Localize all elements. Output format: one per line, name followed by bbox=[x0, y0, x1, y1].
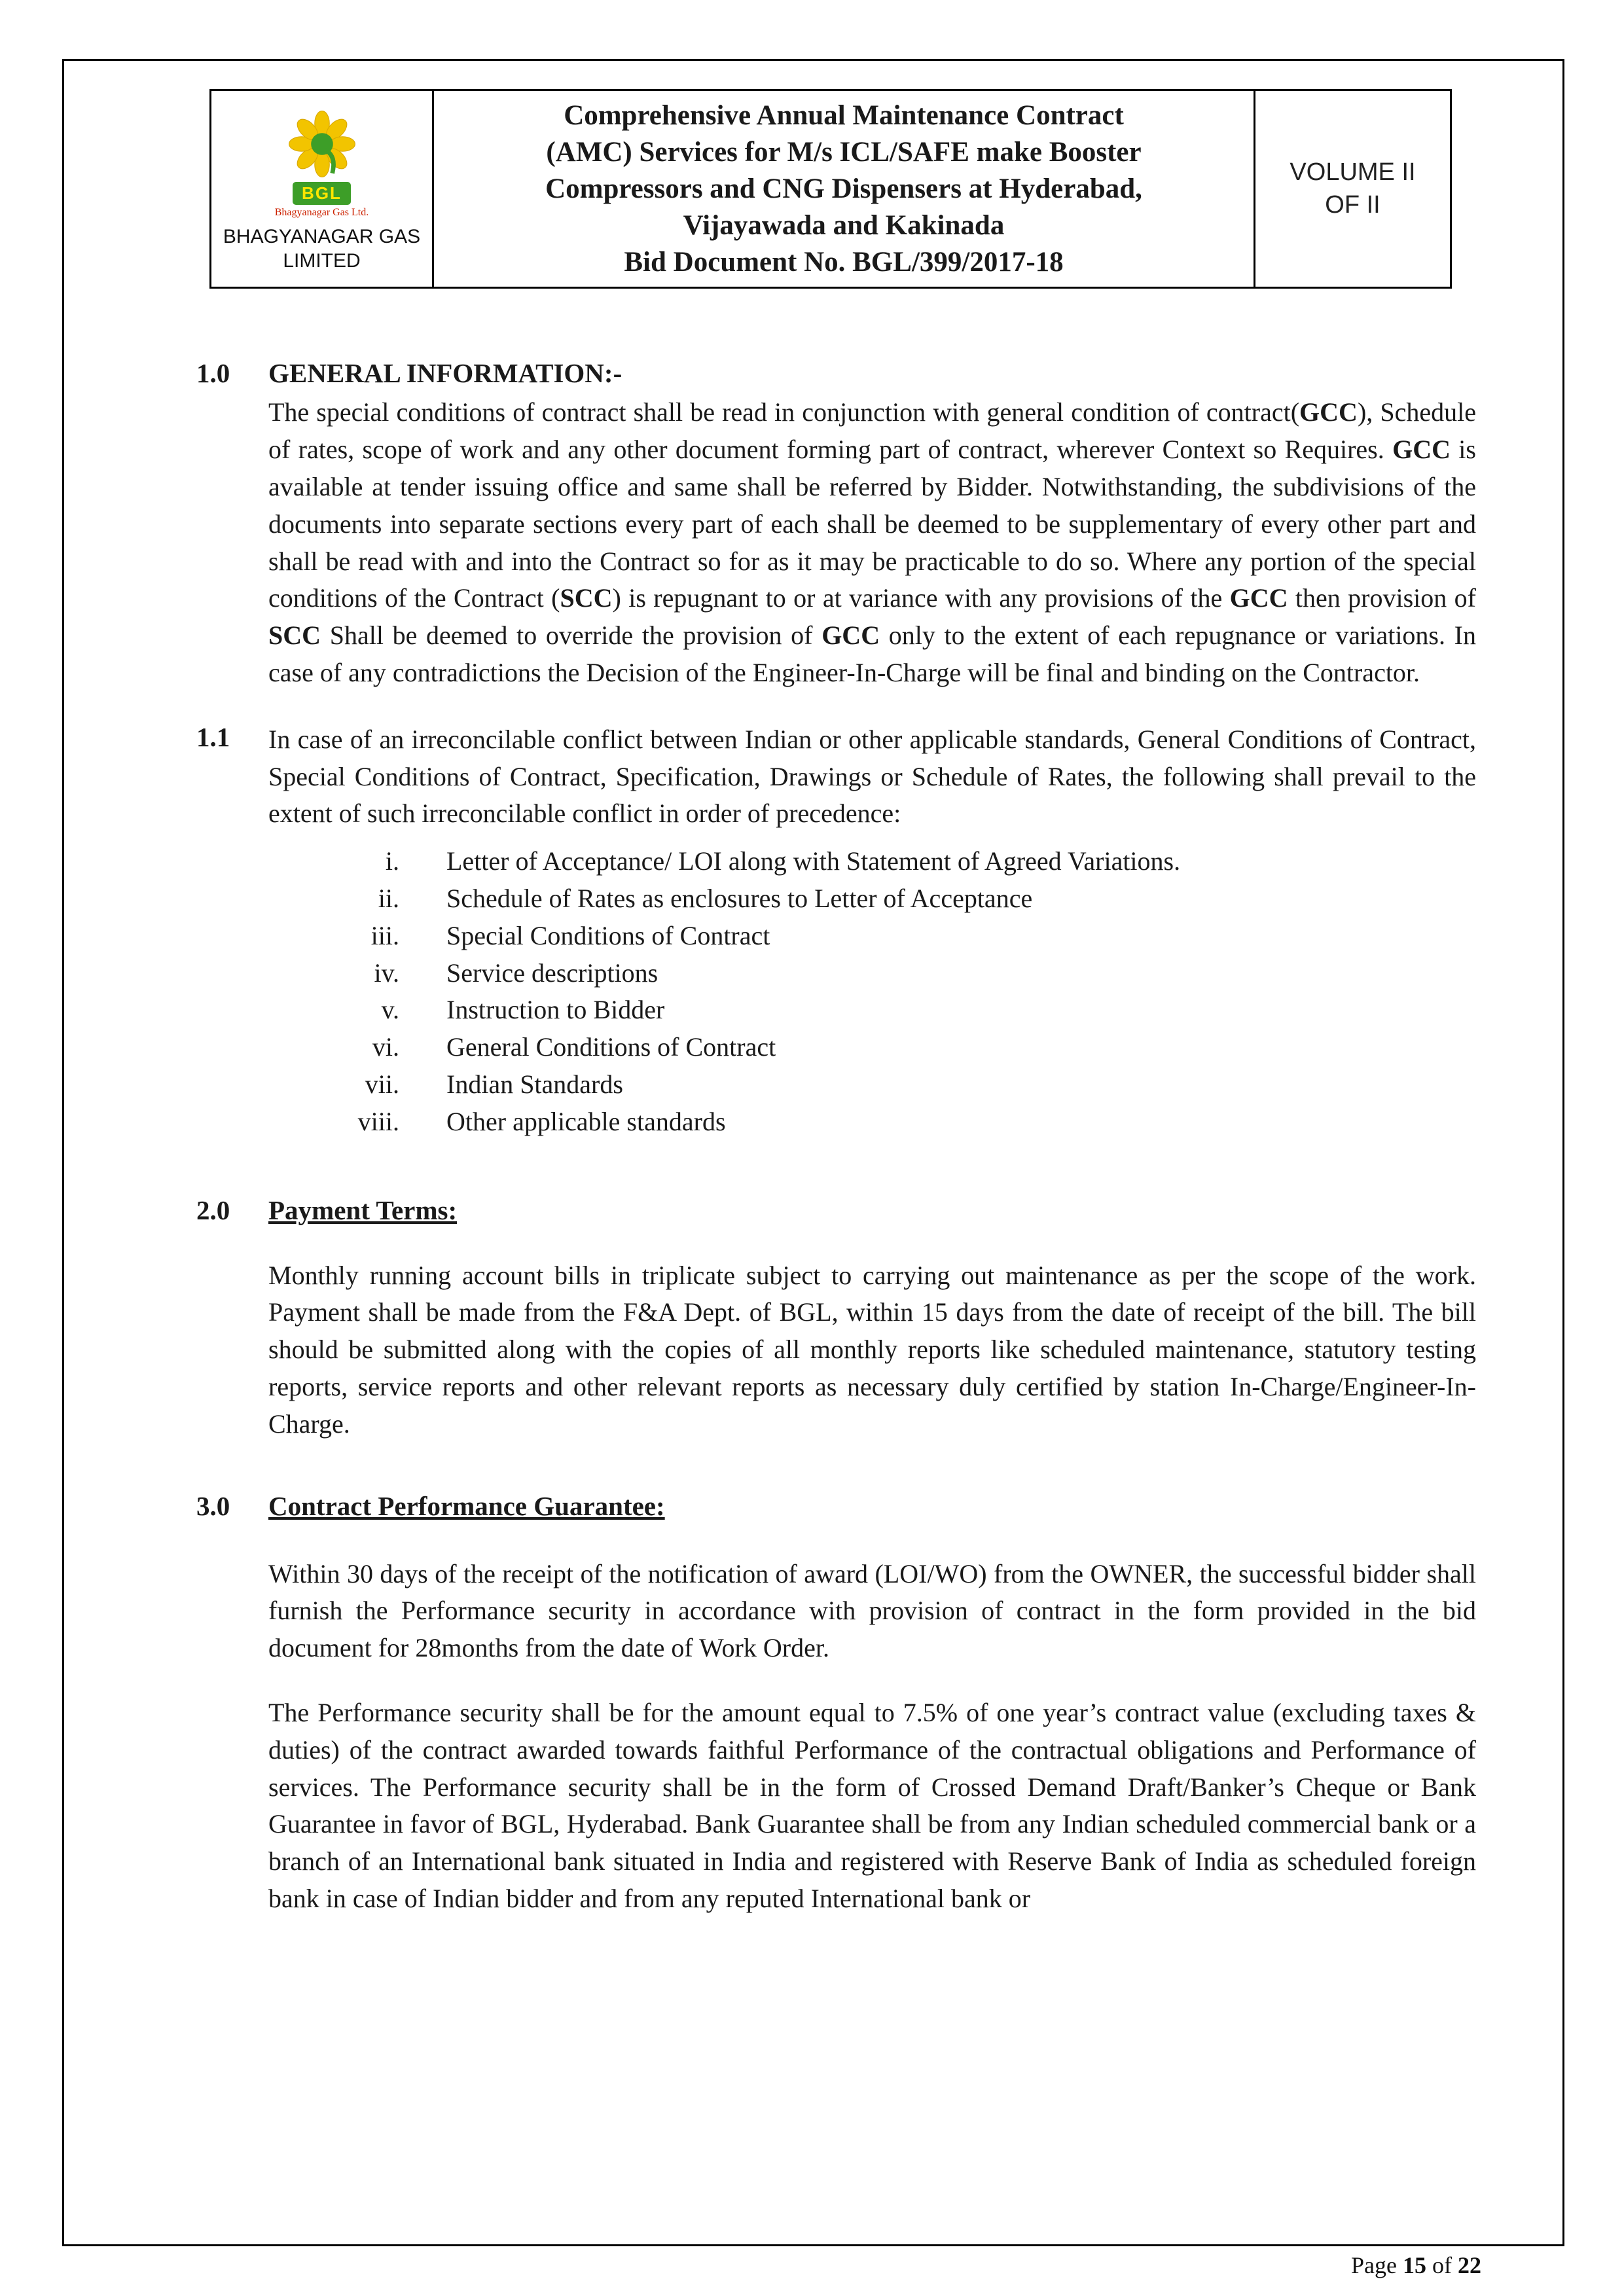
list-item-numeral: v. bbox=[381, 995, 399, 1025]
section-1-0-number: 1.0 bbox=[196, 358, 230, 389]
list-item-text: Other applicable standards bbox=[446, 1106, 726, 1136]
bgl-flower-icon bbox=[285, 107, 359, 181]
section-1-0 bbox=[196, 357, 1476, 691]
precedence-list bbox=[268, 843, 1476, 1140]
list-item-numeral: iv. bbox=[374, 958, 399, 988]
volume-line-2: OF II bbox=[1325, 190, 1380, 219]
volume-cell bbox=[1255, 90, 1451, 288]
section-1-0-heading: GENERAL INFORMATION:- bbox=[268, 358, 623, 389]
section-3-0 bbox=[196, 1490, 1476, 1918]
list-item bbox=[268, 955, 1476, 992]
list-item-text: Special Conditions of Contract bbox=[446, 920, 770, 950]
section-1-0-paragraph: The special conditions of contract shall be read in conjunction with general condition of contract(GCC), Schedule of rates, scope of work and any other document forming part of contract, wherever Context so Requires. GCC is available at tender issuing office and same shall be referred by Bidder. Notwithstanding, the subdivisions of the documents into separate sections every part of each shall be deemed to be supplementary of every other part and shall be read with and into the Contract so for as it may be practicable to do so. Where any portion of the special conditions of the Contract (SCC) is repugnant to or at variance with any provisions of the GCC then provision of SCC Shall be deemed to override the provision of GCC only to the extent of each repugnance or variations. In case of any contradictions the Decision of the Engineer-In-Charge will be final and binding on the Contractor. bbox=[268, 397, 1477, 688]
section-1-1 bbox=[196, 721, 1476, 833]
title-line-4: Vijayawada and Kakinada bbox=[683, 209, 1005, 241]
list-item bbox=[268, 843, 1476, 880]
section-3-0-heading: Contract Performance Guarantee: bbox=[268, 1490, 665, 1521]
section-3-0-paragraph-2: The Performance security shall be for the amount equal to 7.5% of one year’s contract value (excluding taxes & duties) of the contract awarded towards faithful Performance of the contractual obligations and Performance of services. The Performance security shall be in the form of Crossed Demand Draft/Banker’s Cheque or Bank Guarantee in favor of BGL, Hyderabad. Bank Guarantee shall be from any Indian scheduled commercial bank or a branch of an International bank situated in India and registered with Reserve Bank of India as scheduled foreign bank in case of Indian bidder and from any reputed International bank or bbox=[268, 1697, 1476, 1913]
list-item-numeral: vii. bbox=[365, 1069, 399, 1099]
list-item bbox=[268, 992, 1476, 1029]
section-1-1-paragraph: In case of an irreconcilable conflict between Indian or other applicable standards, General Conditions of Contract, Special Conditions of Contract, Specification, Drawings or Schedule of Rates, the following shall prevail to the extent of such irreconcilable conflict in order of precedence: bbox=[268, 724, 1476, 829]
list-item-numeral: vi. bbox=[372, 1032, 399, 1062]
title-line-2: (AMC) Services for M/s ICL/SAFE make Booster bbox=[546, 136, 1142, 168]
volume-label bbox=[1255, 156, 1450, 221]
bid-document-number: Bid Document No. BGL/399/2017-18 bbox=[624, 246, 1064, 278]
list-item-numeral: i. bbox=[385, 846, 399, 876]
section-2-0-number: 2.0 bbox=[196, 1194, 230, 1225]
list-item bbox=[268, 1029, 1476, 1066]
volume-line-1: VOLUME II bbox=[1290, 158, 1416, 187]
logo-brand-subtext: Bhagyanagar Gas Ltd. bbox=[274, 206, 369, 218]
page-border bbox=[62, 59, 1564, 2246]
list-item-numeral: viii. bbox=[357, 1106, 399, 1136]
list-item-numeral: iii. bbox=[370, 920, 399, 950]
logo-cell bbox=[211, 90, 433, 288]
section-2-0 bbox=[196, 1194, 1476, 1443]
title-line-1: Comprehensive Annual Maintenance Contract bbox=[564, 100, 1124, 131]
list-item bbox=[268, 880, 1476, 918]
list-item-text: Instruction to Bidder bbox=[446, 995, 665, 1025]
list-item-numeral: ii. bbox=[378, 884, 399, 914]
header-table bbox=[209, 89, 1452, 289]
list-item-text: General Conditions of Contract bbox=[446, 1032, 776, 1062]
document-title bbox=[448, 98, 1239, 244]
list-item bbox=[268, 1066, 1476, 1103]
logo-acronym: BGL bbox=[293, 182, 351, 205]
section-3-0-number: 3.0 bbox=[196, 1490, 230, 1521]
company-name: BHAGYANAGAR GAS LIMITED bbox=[223, 225, 421, 272]
list-item-text: Indian Standards bbox=[446, 1069, 623, 1099]
page-number-footer: Page 15 of 22 bbox=[1351, 2252, 1481, 2278]
section-2-0-heading: Payment Terms: bbox=[268, 1194, 458, 1225]
list-item-text: Letter of Acceptance/ LOI along with Statement of Agreed Variations. bbox=[446, 846, 1181, 876]
list-item bbox=[268, 1103, 1476, 1141]
list-item bbox=[268, 918, 1476, 955]
list-item-text: Schedule of Rates as enclosures to Letter of Acceptance bbox=[446, 884, 1033, 914]
title-cell bbox=[433, 90, 1255, 288]
section-1-1-number: 1.1 bbox=[196, 721, 230, 752]
section-3-0-paragraph-1: Within 30 days of the receipt of the notification of award (LOI/WO) from the OWNER, the successful bidder shall furnish the Performance security in accordance with provision of contract in the form provided in the bid document for 28months from the date of Work Order. bbox=[268, 1558, 1476, 1663]
title-line-3: Compressors and CNG Dispensers at Hyderabad, bbox=[545, 173, 1142, 204]
document-body bbox=[196, 357, 1476, 1917]
section-2-0-paragraph: Monthly running account bills in triplicate subject to carrying out maintenance as per the scope of the work. Payment shall be made from the F&A Dept. of BGL, within 15 days from the date of receipt of the bill. The bill should be submitted along with the copies of all monthly reports like scheduled maintenance, statutory testing reports, service reports and other relevant reports as necessary duly certified by station In-Charge/Engineer-In-Charge. bbox=[268, 1260, 1476, 1439]
list-item-text: Service descriptions bbox=[446, 958, 659, 988]
